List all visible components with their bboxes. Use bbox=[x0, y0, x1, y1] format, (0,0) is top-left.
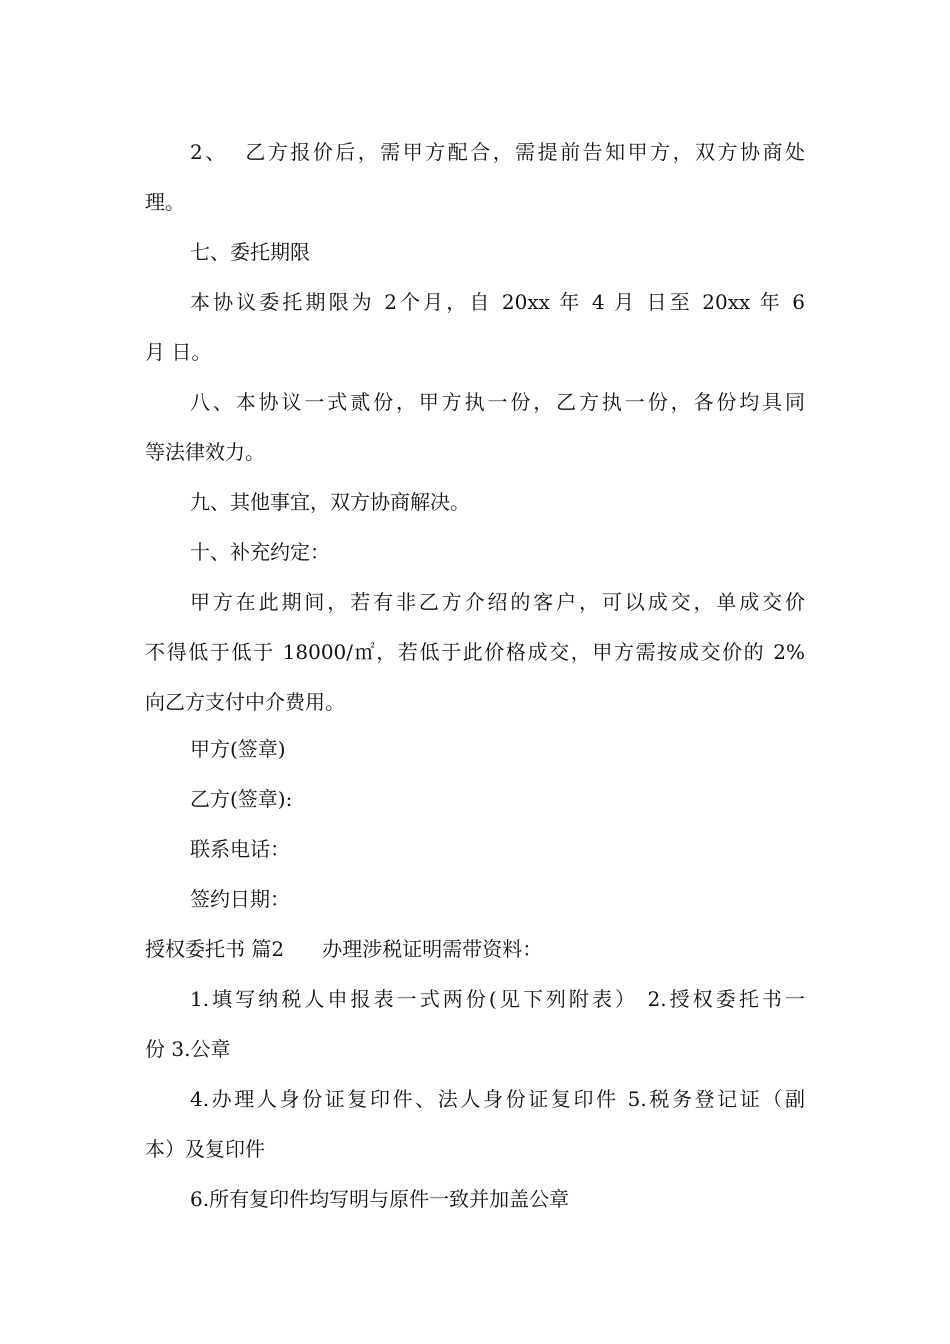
list-item: 1.填写纳税人申报表一式两份(见下列附表） 2.授权委托书一 bbox=[190, 987, 805, 1011]
text-line: 九、其他事宜，双方协商解决。 bbox=[190, 490, 470, 514]
text-line: 不得低于低于 18000/㎡，若低于此价格成交，甲方需按成交价的 2% bbox=[145, 640, 805, 664]
text-line: 理。 bbox=[145, 190, 185, 214]
text-line: 等法律效力。 bbox=[145, 440, 265, 464]
text-line: 甲方在此期间，若有非乙方介绍的客户，可以成交，单成交价 bbox=[190, 590, 805, 614]
list-item: 4.办理人身份证复印件、法人身份证复印件 5.税务登记证（副 bbox=[190, 1087, 805, 1111]
contact-phone-label: 联系电话： bbox=[190, 837, 290, 861]
text-line: 向乙方支付中介费用。 bbox=[145, 690, 345, 714]
section-heading: 七、委托期限 bbox=[190, 240, 310, 264]
section-title: 授权委托书 篇2 办理涉税证明需带资料： bbox=[145, 937, 543, 961]
list-item: 份 3.公章 bbox=[145, 1037, 231, 1061]
signature-label-party-a: 甲方(签章) bbox=[190, 737, 286, 761]
text-line: 八、本协议一式贰份，甲方执一份，乙方执一份，各份均具同 bbox=[190, 390, 805, 414]
list-item: 本）及复印件 bbox=[145, 1137, 265, 1161]
signature-label-party-b: 乙方(签章): bbox=[190, 787, 293, 811]
list-item: 6.所有复印件均写明与原件一致并加盖公章 bbox=[190, 1187, 570, 1211]
text-line: 2、 乙方报价后，需甲方配合，需提前告知甲方，双方协商处 bbox=[190, 140, 805, 164]
text-line: 月 日。 bbox=[145, 340, 212, 364]
section-heading: 十、补充约定： bbox=[190, 540, 330, 564]
sign-date-label: 签约日期： bbox=[190, 887, 290, 911]
text-line: 本协议委托期限为 2个月，自 20xx 年 4 月 日至 20xx 年 6 bbox=[190, 290, 805, 314]
